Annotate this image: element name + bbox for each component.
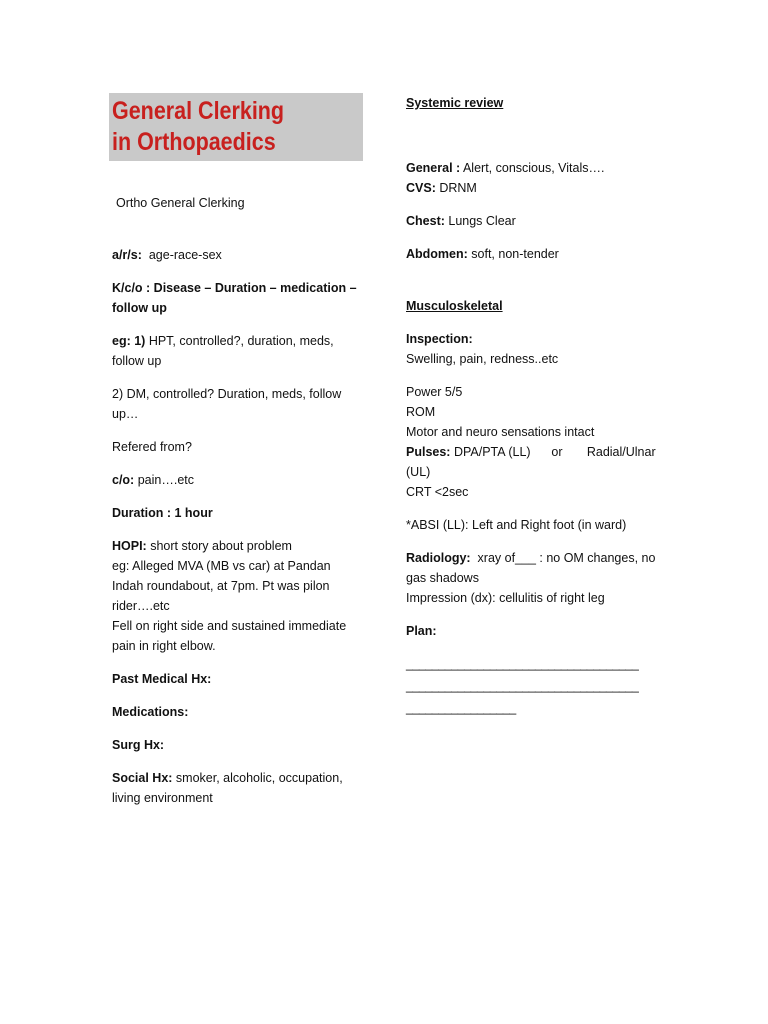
pulses-label: Pulses: — [406, 445, 451, 459]
kco-line-2: follow up — [112, 301, 167, 315]
cvs-line — [406, 178, 477, 198]
radiology-value: xray of___ : no OM changes, no — [470, 551, 656, 565]
plan-blank-line-2: ____________________________________ — [406, 679, 639, 693]
power-line: Power 5/5 — [406, 385, 463, 399]
hopi-line-3: Indah roundabout, at 7pm. Pt was pilon — [112, 579, 330, 593]
absi-line: *ABSI (LL): Left and Right foot (in ward) — [406, 518, 627, 532]
ars-line — [112, 245, 222, 265]
abdomen-value: soft, non-tender — [467, 247, 559, 261]
radiology-line-2: gas shadows — [406, 571, 479, 585]
cvs-value: DRNM — [435, 181, 477, 195]
radiology-label: Radiology: — [406, 551, 471, 565]
plan-blank-line-1: ____________________________________ — [406, 657, 639, 671]
social-rest: smoker, alcoholic, occupation, — [172, 771, 343, 785]
ars-value: age-race-sex — [148, 248, 222, 262]
eg1-line-2: follow up — [112, 354, 162, 368]
subtitle: Ortho General Clerking — [116, 196, 245, 210]
general-line — [406, 158, 604, 178]
inspection-value: Swelling, pain, redness..etc — [406, 352, 559, 366]
co-label: c/o: — [112, 473, 135, 487]
hopi-label: HOPI: — [112, 539, 147, 553]
ars-label: a/r/s: — [112, 248, 142, 262]
cvs-label: CVS: — [406, 181, 436, 195]
eg1-prefix: eg: 1) — [112, 334, 146, 348]
radiology-line-1 — [406, 548, 655, 568]
general-value: Alert, conscious, Vitals…. — [460, 161, 605, 175]
abdomen-label: Abdomen: — [406, 247, 468, 261]
hopi-line-4: rider….etc — [112, 599, 170, 613]
pulses-line-2: (UL) — [406, 465, 431, 479]
rom-line: ROM — [406, 405, 436, 419]
document-title — [112, 96, 284, 158]
hopi-line-6: pain in right elbow. — [112, 639, 216, 653]
surg-hx: Surg Hx: — [112, 738, 165, 752]
motor-line: Motor and neuro sensations intact — [406, 425, 595, 439]
social-label: Social Hx: — [112, 771, 173, 785]
musculoskeletal-heading: Musculoskeletal — [406, 299, 503, 313]
eg2-line-2: up… — [112, 407, 139, 421]
title-line-1: General Clerking — [112, 97, 285, 125]
general-label: General : — [406, 161, 461, 175]
plan-blank-line-3: _________________ — [406, 701, 516, 715]
co-line — [112, 470, 194, 490]
social-line-1 — [112, 768, 343, 788]
co-value: pain….etc — [134, 473, 194, 487]
pulses-value: DPA/PTA (LL) or Radial/Ulnar — [450, 445, 656, 459]
title-box — [109, 93, 363, 161]
hopi-line-1 — [112, 536, 292, 556]
inspection-label: Inspection: — [406, 332, 473, 346]
plan-label: Plan: — [406, 624, 437, 638]
pulses-line-1 — [406, 442, 656, 462]
medications: Medications: — [112, 705, 189, 719]
chest-label: Chest: — [406, 214, 445, 228]
social-line-2: living environment — [112, 791, 213, 805]
abdomen-line — [406, 244, 559, 264]
eg2-line-1: 2) DM, controlled? Duration, meds, follow — [112, 387, 342, 401]
past-medical-hx: Past Medical Hx: — [112, 672, 212, 686]
hopi-rest: short story about problem — [146, 539, 292, 553]
eg1-line-1 — [112, 331, 334, 351]
title-line-2: in Orthopaedics — [112, 128, 276, 156]
chest-value: Lungs Clear — [444, 214, 516, 228]
impression-line: Impression (dx): cellulitis of right leg — [406, 591, 605, 605]
refered-line: Refered from? — [112, 440, 192, 454]
hopi-line-2: eg: Alleged MVA (MB vs car) at Pandan — [112, 559, 331, 573]
systemic-review-heading: Systemic review — [406, 96, 504, 110]
crt-line: CRT <2sec — [406, 485, 469, 499]
hopi-line-5: Fell on right side and sustained immediate — [112, 619, 347, 633]
chest-line — [406, 211, 516, 231]
eg1-rest: HPT, controlled?, duration, meds, — [145, 334, 334, 348]
kco-line-1: K/c/o : Disease – Duration – medication – — [112, 281, 357, 295]
duration-line: Duration : 1 hour — [112, 506, 213, 520]
